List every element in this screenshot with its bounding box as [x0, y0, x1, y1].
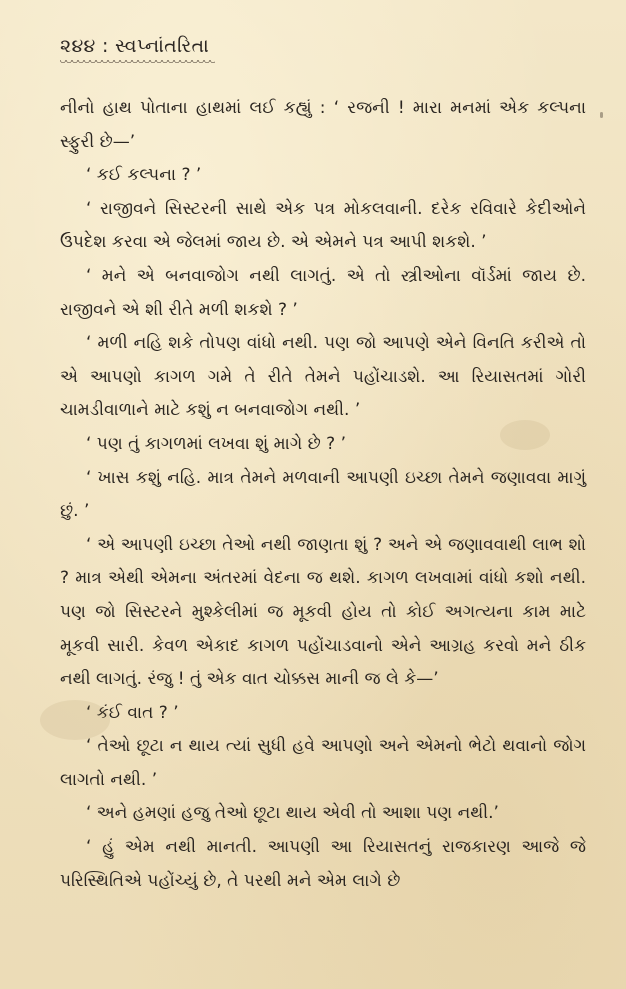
paragraph: ‘ મને એ બનવાજોગ નથી લાગતું. એ તો સ્ત્રીઓના વૉર્ડમાં જાય છે. રાજીવને એ શી રીતે મળી શકશે ? ’ — [60, 265, 586, 320]
paragraph: ‘ કંઈ વાત ? ’ — [86, 702, 179, 723]
page-number-and-title: ૨૪૪ : સ્વપ્નાંતરિતા — [60, 35, 210, 57]
paragraph: ‘ અને હમણાં હજુ તેઓ છૂટા થાય એવી તો આશા પણ નથી.’ — [86, 803, 499, 824]
header-wavy-rule — [60, 60, 215, 66]
paragraph: ‘ કઈ કલ્પના ? ’ — [86, 165, 202, 186]
paper-stain — [500, 420, 550, 450]
paragraph: ‘ હું એમ નથી માનતી. આપણી આ રિયાસતનું રાજકારણ આજે જે પરિસ્થિતિએ પહોંચ્યું છે, તે પરથી મને એમ લાગે છે — [60, 837, 586, 891]
running-header — [60, 34, 209, 66]
paragraph: નીનો હાથ પોતાના હાથમાં લઈ કહ્યું : ‘ રજની ! મારા મનમાં એક કલ્પના સ્ફુરી છે—’ — [60, 98, 586, 152]
paragraph: ‘ મળી નહિ શકે તોપણ વાંધો નથી. પણ જો આપણે એને વિનતિ કરીએ તો એ આપણો કાગળ ગમે તે રીતે તેમને પહોંચાડશે. આ રિયાસતમાં ગોરી ચામડીવાળાને માટે કશું ન બનવાજોગ નથી. ’ — [60, 333, 586, 421]
paragraph: ‘ તેઓ છૂટા ન થાય ત્યાં સુધી હવે આપણો અને એમનો ભેટો થવાનો જોગ લાગતો નથી. ’ — [60, 736, 586, 790]
paragraph: ‘ ખાસ કશું નહિ. માત્ર તેમને મળવાની આપણી ઇચ્છા તેમને જણાવવા માગું છું. ’ — [60, 467, 586, 522]
paper-stain — [40, 700, 110, 740]
page-body — [60, 92, 586, 898]
paragraph: ‘ પણ તું કાગળમાં લખવા શું માગે છે ? ’ — [86, 433, 347, 454]
paragraph: ‘ રાજીવને સિસ્ટરની સાથે એક પત્ર મોકલવાની. દરેક રવિવારે કેદીઓને ઉપદેશ કરવા એ જેલમાં જાય છે. એ એમને પત્ર આપી શકશે. ’ — [60, 198, 586, 253]
paragraph: ‘ એ આપણી ઇચ્છા તેઓ નથી જાણતા શું ? અને એ જણાવવાથી લાભ શો ? માત્ર એથી એમના અંતરમાં વેદના જ થશે. કાગળ લખવામાં વાંધો કશો નથી. પણ જો સિસ્ટરને મુશ્કેલીમાં જ મૂકવી હોય તો કોઈ અગત્યના કામ માટે મૂકવી સારી. કેવળ એકાદ કાગળ પહોંચાડવાનો એને આગ્રહ કરવો મને ઠીક નથી લાગતું. રંજુ ! તું એક વાત ચોક્કસ માની જ લે કે—’ — [60, 534, 586, 690]
ink-mark — [600, 112, 603, 118]
